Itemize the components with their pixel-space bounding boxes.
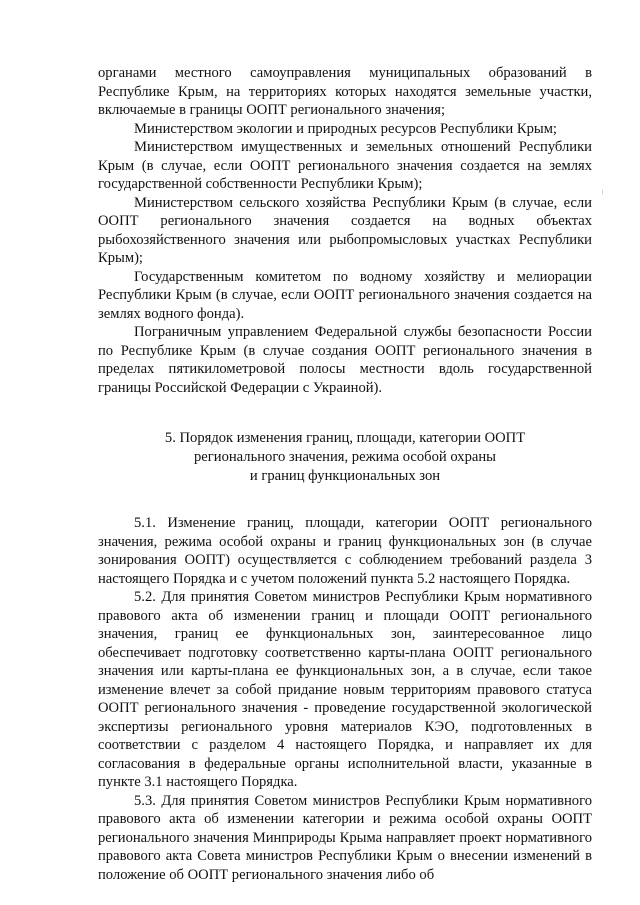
paragraph-border-service: Пограничным управлением Федеральной службы безопасности России по Республике Крым (в случае создания ООПТ регионального значения в пределах пятикилометровой полосы местности вдоль государственной границы Российской Федерации с Украиной). (98, 324, 592, 396)
paragraph-water-committee: Государственным комитетом по водному хозяйству и мелиорации Республики Крым (в случае, если ООПТ регионального значения создается на землях водного фонда). (98, 268, 592, 322)
paragraph-5-2: 5.2. Для принятия Советом министров Республики Крым нормативного правового акта об изменении границ и площади ООПТ регионального значения, границ ее функциональных зон, заинтересованное лицо обеспечивает подготовку соответственно карты-плана ООПТ регионального значения или карты-плана ее функциональных зон, а в случае, если такое изменение влечет за собой придание новым территориям правового статуса ООПТ регионального значения - проведение государственной экологической экспертизы регионального уровня материалов КЭО, подготовленных в соответствии с разделом 4 настоящего Порядка, и направляет их для согласования в федеральные органы исполнительной власти, указанные в пункте 3.1 настоящего Порядка. (98, 589, 592, 790)
paragraph-5-3: 5.3. Для принятия Советом министров Республики Крым нормативного правового акта об изменении категории и режима особой охраны ООПТ регионального значения Минприроды Крыма направляет проект нормативного правового акта Совета министров Республики Крым о внесении изменений в положение об ООПТ регионального значения либо об (98, 792, 592, 883)
section-heading-line-3: и границ функциональных зон (249, 468, 441, 484)
section-heading (98, 429, 592, 486)
document-page (98, 64, 592, 884)
paragraph-5-1: 5.1. Изменение границ, площади, категории ООПТ регионального значения, режима особой охраны и границ функциональных зон (в случае зонирования ООПТ) осуществляется с соблюдением требований раздела 3 настоящего Порядка и с учетом положений пункта 5.2 настоящего Порядка. (98, 515, 592, 587)
paragraph-ministry-property: Министерством имущественных и земельных отношений Республики Крым (в случае, если ООПТ регионального значения создается на землях государственной собственности Республики Крым); (98, 139, 592, 192)
section-heading-line-1: 5. Порядок изменения границ, площади, категории ООПТ (164, 430, 526, 446)
scan-mark (602, 190, 603, 194)
section-heading-line-2: регионального значения, режима особой охраны (194, 449, 496, 465)
paragraph-local-authorities: органами местного самоуправления муниципальных образований в Республике Крым, на территориях которых находятся земельные участки, включаемые в границы ООПТ регионального значения; (98, 65, 592, 118)
paragraph-ministry-agriculture: Министерством сельского хозяйства Республики Крым (в случае, если ООПТ регионального значения создается на водных объектах рыбохозяйственного значения или рыбопромысловых участках Республики Крым); (98, 194, 592, 266)
paragraph-ministry-ecology: Министерством экологии и природных ресурсов Республики Крым; (134, 120, 557, 137)
